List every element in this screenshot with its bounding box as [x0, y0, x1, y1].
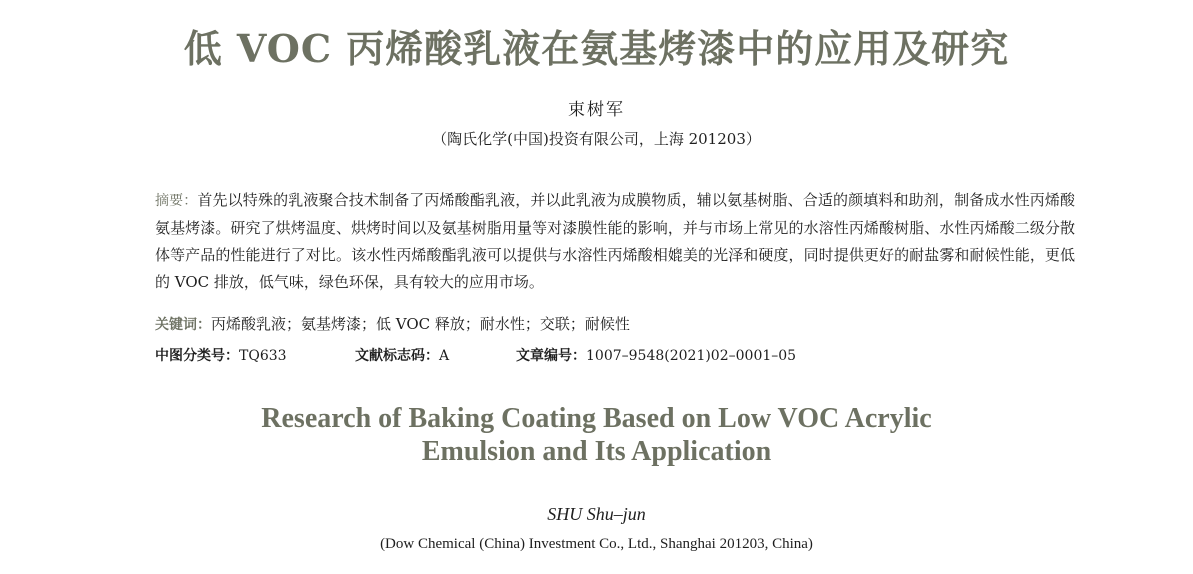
- english-title: [0, 402, 1193, 468]
- keywords: [155, 313, 630, 334]
- clc-label: 中图分类号：: [155, 348, 239, 364]
- clc-number: [155, 345, 287, 365]
- article-number-label: 文章编号：: [516, 348, 586, 364]
- chinese-author: 束树军: [568, 100, 625, 120]
- chinese-abstract: [155, 187, 1075, 296]
- english-author: SHU Shu–jun: [547, 504, 646, 524]
- document-code-value: A: [439, 348, 450, 364]
- keywords-text: 丙烯酸乳液；氨基烤漆；低 VOC 释放；耐水性；交联；耐候性: [211, 315, 630, 333]
- clc-value: TQ633: [239, 348, 287, 364]
- document-code-label: 文献标志码：: [355, 348, 439, 364]
- chinese-affiliation: （陶氏化学(中国)投资有限公司，上海 201203）: [432, 130, 761, 148]
- document-code: [355, 345, 449, 365]
- abstract-text: 首先以特殊的乳液聚合技术制备了丙烯酸酯乳液，并以此乳液为成膜物质，辅以氨基树脂、合适的颜填料和助剂，制备成水性丙烯酸氨基烤漆。研究了烘烤温度、烘烤时间以及氨基树脂用量等对漆膜性能的影响，并与市场上常见的水溶性丙烯酸树脂、水性丙烯酸二级分散体等产品的性能进行了对比。该水性丙烯酸酯乳液可以提供与水溶性丙烯酸相媲美的光泽和硬度，同时提供更好的耐盐雾和耐候性能，更低的 VOC 排放，低气味，绿色环保，具有较大的应用市场。: [155, 191, 1075, 291]
- chinese-title: 低 VOC 丙烯酸乳液在氨基烤漆中的应用及研究: [183, 26, 1010, 71]
- english-affiliation: (Dow Chemical (China) Investment Co., Ltd., Shanghai 201203, China): [380, 536, 813, 552]
- english-title-line-2: Emulsion and Its Application: [421, 436, 772, 467]
- article-number-value: 1007–9548(2021)02–0001–05: [586, 348, 797, 364]
- keywords-label: 关键词：: [155, 317, 211, 333]
- english-title-line-1: Research of Baking Coating Based on Low VOC Acrylic: [261, 403, 932, 434]
- abstract-label: 摘要：: [155, 193, 198, 209]
- article-number: [516, 345, 796, 365]
